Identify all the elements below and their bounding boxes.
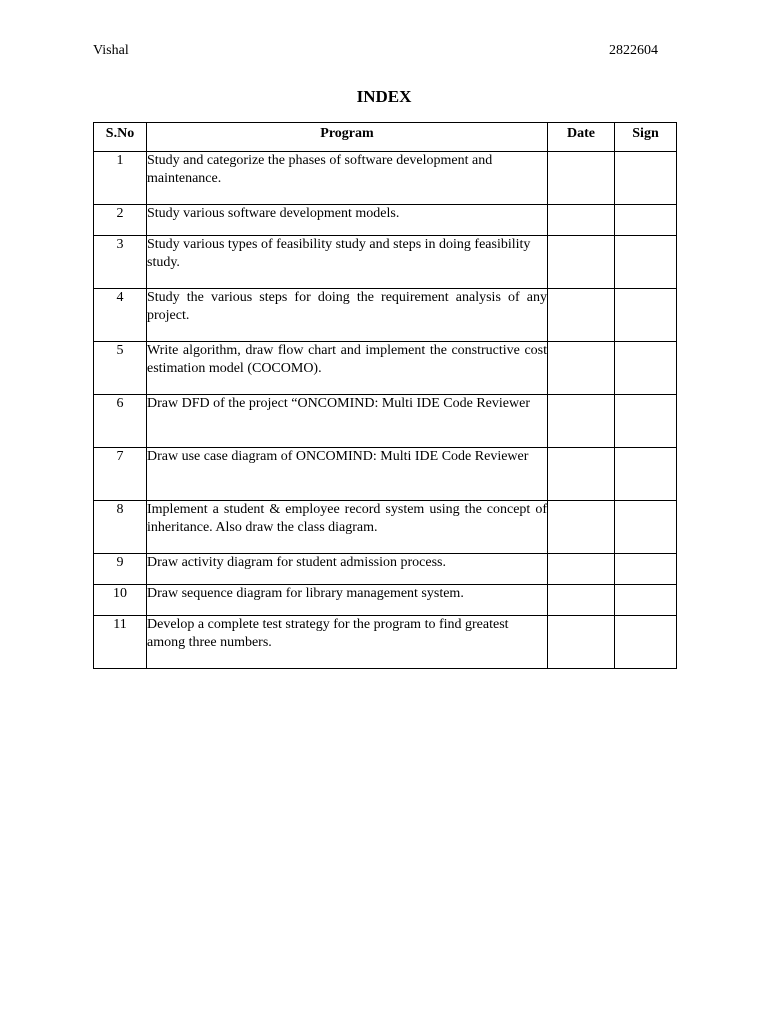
cell-sno: 2 (94, 205, 147, 236)
cell-sno: 3 (94, 236, 147, 289)
cell-date (548, 554, 615, 585)
cell-sign (615, 342, 677, 395)
table-row (94, 501, 677, 554)
cell-sign (615, 554, 677, 585)
table-row (94, 236, 677, 289)
column-header-sign: Sign (615, 123, 677, 152)
cell-sno: 6 (94, 395, 147, 448)
cell-sign (615, 152, 677, 205)
cell-date (548, 585, 615, 616)
cell-sign (615, 501, 677, 554)
cell-sign (615, 289, 677, 342)
header-author: Vishal (93, 43, 129, 58)
cell-sno: 4 (94, 289, 147, 342)
cell-program: Implement a student & employee record system using the concept of inheritance. Also draw the class diagram. (147, 501, 548, 554)
cell-date (548, 616, 615, 669)
page-title: INDEX (356, 87, 412, 106)
table-row (94, 342, 677, 395)
cell-date (548, 501, 615, 554)
cell-sign (615, 448, 677, 501)
cell-sign (615, 616, 677, 669)
cell-program: Draw use case diagram of ONCOMIND: Multi IDE Code Reviewer (147, 448, 548, 501)
cell-program: Study various software development models. (147, 205, 548, 236)
cell-program: Draw sequence diagram for library management system. (147, 585, 548, 616)
cell-sno: 9 (94, 554, 147, 585)
cell-sno: 5 (94, 342, 147, 395)
cell-sno: 11 (94, 616, 147, 669)
table-row (94, 205, 677, 236)
cell-program: Write algorithm, draw flow chart and implement the constructive cost estimation model (COCOMO). (147, 342, 548, 395)
table-header-row (94, 123, 677, 152)
cell-date (548, 236, 615, 289)
table-row (94, 585, 677, 616)
cell-date (548, 342, 615, 395)
cell-program: Draw DFD of the project “ONCOMIND: Multi IDE Code Reviewer (147, 395, 548, 448)
table-row (94, 448, 677, 501)
table-row (94, 616, 677, 669)
cell-program: Study the various steps for doing the requirement analysis of any project. (147, 289, 548, 342)
cell-program: Draw activity diagram for student admission process. (147, 554, 548, 585)
cell-sno: 8 (94, 501, 147, 554)
column-header-sno: S.No (94, 123, 147, 152)
cell-date (548, 205, 615, 236)
cell-sign (615, 395, 677, 448)
cell-date (548, 448, 615, 501)
table-row (94, 152, 677, 205)
column-header-program: Program (147, 123, 548, 152)
cell-program: Study and categorize the phases of software development and maintenance. (147, 152, 548, 205)
table-row (94, 395, 677, 448)
table-row (94, 554, 677, 585)
cell-sno: 10 (94, 585, 147, 616)
cell-sign (615, 236, 677, 289)
column-header-date: Date (548, 123, 615, 152)
cell-sign (615, 585, 677, 616)
cell-date (548, 152, 615, 205)
index-table (93, 122, 677, 669)
cell-program: Develop a complete test strategy for the program to find greatest among three numbers. (147, 616, 548, 669)
cell-date (548, 395, 615, 448)
header-roll-number: 2822604 (609, 43, 658, 58)
table-row (94, 289, 677, 342)
cell-sno: 1 (94, 152, 147, 205)
cell-date (548, 289, 615, 342)
cell-sign (615, 205, 677, 236)
cell-sno: 7 (94, 448, 147, 501)
cell-program: Study various types of feasibility study and steps in doing feasibility study. (147, 236, 548, 289)
